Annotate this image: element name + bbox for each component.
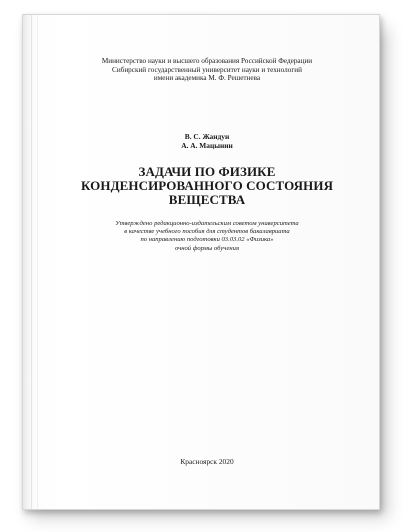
ministry-line: Министерство науки и высшего образования Российской Федерации: [101, 57, 313, 65]
approval-line: Утверждено редакционно-издательским советом университета: [115, 220, 299, 227]
author-name: А. А. Мацынин: [181, 141, 233, 150]
approval-line: по направлению подготовки 03.03.02 «Физика»: [140, 236, 274, 244]
title-line: ЗАДАЧИ ПО ФИЗИКЕ: [138, 164, 276, 179]
publisher-block: [47, 57, 367, 83]
title-line: КОНДЕНСИРОВАННОГО СОСТОЯНИЯ: [80, 178, 334, 193]
approval-line: в качестве учебного пособия для студентов бакалавриата: [124, 228, 290, 236]
book-cover: [22, 14, 380, 510]
book-title: [47, 165, 367, 207]
city-year: Красноярск 2020: [180, 457, 234, 466]
spine-crease-secondary: [37, 15, 38, 509]
university-line: Сибирский государственный университет науки и технологий: [112, 65, 302, 74]
authors-block: [47, 132, 367, 150]
cover-content: [47, 15, 367, 509]
author-name: В. С. Жандун: [184, 132, 230, 141]
approval-line: очной формы обучения: [174, 244, 240, 252]
title-line: ВЕЩЕСТВА: [168, 192, 246, 207]
approval-note: [47, 220, 367, 253]
university-name-line: имени академика М. Ф. Решетнева: [153, 74, 261, 83]
spine-crease: [31, 15, 32, 509]
